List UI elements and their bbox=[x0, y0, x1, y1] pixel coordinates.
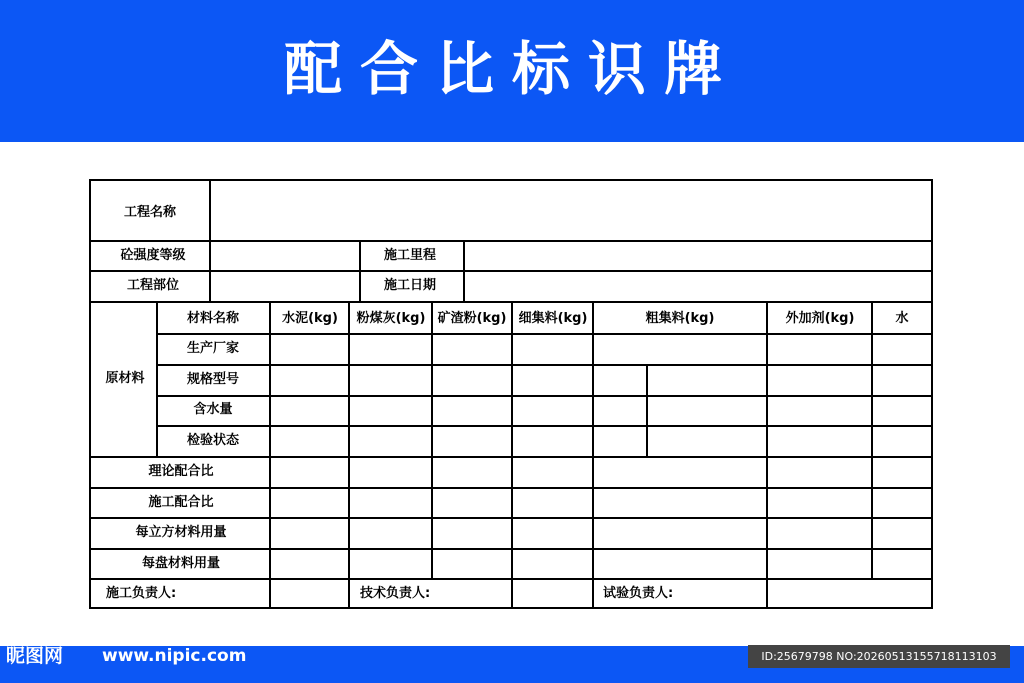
col-coarse-aggregate: 粗集料(kg) bbox=[645, 311, 715, 326]
page-title: 配合比标识牌 bbox=[283, 35, 740, 103]
label-construction-date: 施工日期 bbox=[383, 278, 437, 293]
label-concrete-grade: 砼强度等级 bbox=[120, 248, 186, 263]
row-moisture: 含水量 bbox=[193, 402, 233, 417]
col-fine-aggregate: 细集料(kg) bbox=[518, 311, 588, 326]
label-test-lead: 试验负责人: bbox=[603, 586, 674, 601]
row-specification: 规格型号 bbox=[186, 372, 240, 387]
row-manufacturer: 生产厂家 bbox=[186, 341, 240, 356]
watermark-url: www.nipic.com bbox=[102, 646, 247, 666]
table-border bbox=[90, 180, 932, 608]
watermark-id: ID:25679798 NO:20260513155718113103 bbox=[748, 645, 1010, 668]
label-per-cubic-usage: 每立方材料用量 bbox=[135, 525, 227, 540]
label-construction-ratio: 施工配合比 bbox=[148, 495, 214, 510]
col-admixture: 外加剂(kg) bbox=[785, 311, 855, 326]
label-construction-lead: 施工负责人: bbox=[106, 586, 177, 601]
label-project-part: 工程部位 bbox=[126, 278, 180, 293]
col-water: 水 bbox=[895, 311, 909, 326]
row-inspection-status: 检验状态 bbox=[186, 433, 240, 448]
label-raw-materials: 原材料 bbox=[105, 371, 145, 386]
label-theory-ratio: 理论配合比 bbox=[148, 464, 214, 479]
label-material-name: 材料名称 bbox=[186, 311, 240, 326]
col-slag-powder: 矿渣粉(kg) bbox=[437, 311, 507, 326]
label-per-batch-usage: 每盘材料用量 bbox=[141, 556, 221, 571]
label-project-name: 工程名称 bbox=[123, 205, 177, 220]
label-construction-mileage: 施工里程 bbox=[383, 248, 437, 263]
watermark-logo: 昵图网 bbox=[6, 645, 64, 667]
col-cement: 水泥(kg) bbox=[282, 311, 338, 326]
col-fly-ash: 粉煤灰(kg) bbox=[356, 311, 426, 326]
label-technical-lead: 技术负责人: bbox=[360, 586, 431, 601]
